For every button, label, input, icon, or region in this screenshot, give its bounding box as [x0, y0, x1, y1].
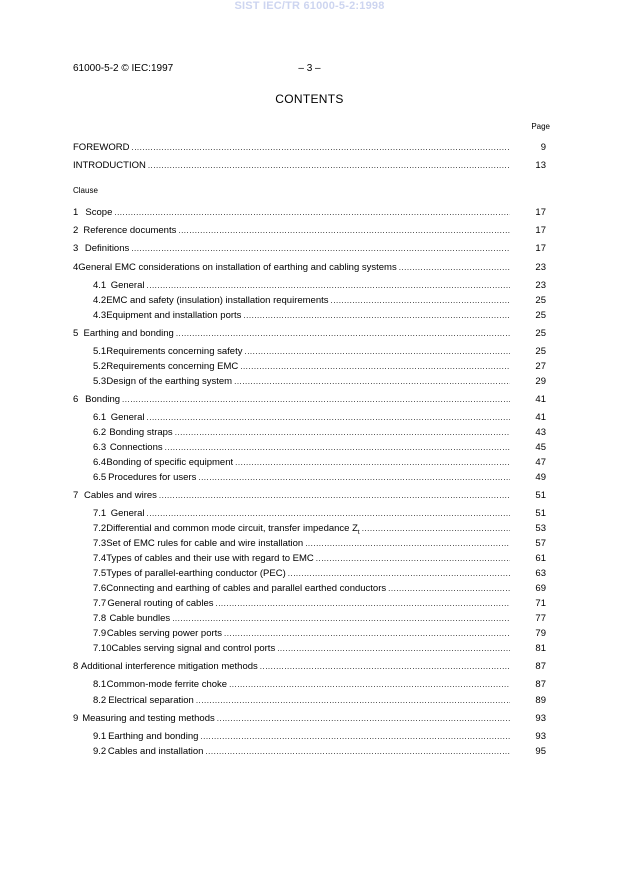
header-document-id: 61000-5-2 © IEC:1997: [73, 63, 174, 74]
toc-entry-title: Bonding of specific equipment: [106, 457, 234, 468]
clause-column-label: Clause: [73, 186, 98, 195]
toc-entry-9[interactable]: [73, 713, 546, 725]
toc-entry-number: 8: [73, 661, 79, 672]
toc-entry-page: 25: [535, 295, 546, 306]
toc-entry-7[interactable]: [73, 490, 546, 502]
toc-entry-title: Cable bundles: [109, 613, 171, 624]
toc-entry-page: 25: [535, 346, 546, 357]
dot-leader: [240, 361, 510, 373]
toc-entry-title: General EMC considerations on installation of earthing and cabling systems: [78, 262, 397, 273]
toc-entry-title: Requirements concerning EMC: [106, 361, 239, 372]
dot-leader: [305, 538, 510, 550]
dot-leader: [235, 457, 510, 469]
dot-leader: [229, 679, 510, 691]
toc-entry-page: 29: [535, 376, 546, 387]
toc-entry-page: 49: [535, 472, 546, 483]
toc-entry-4-2[interactable]: [93, 295, 546, 307]
watermark-text: SIST IEC/TR 61000-5-2:1998: [234, 0, 385, 12]
toc-entry-5-1[interactable]: [93, 346, 546, 358]
toc-entry-title: Bonding straps: [109, 427, 173, 438]
toc-entry-title: Connections: [109, 442, 163, 453]
toc-entry-number: 6: [73, 394, 79, 405]
toc-entry-number: 6.3: [93, 442, 107, 453]
toc-entry-title: Cables and installation: [107, 746, 204, 757]
toc-front-introduction[interactable]: [73, 160, 546, 172]
toc-entry-page: 25: [535, 310, 546, 321]
header-page-number: – 3 –: [298, 63, 321, 74]
toc-entry-title: General: [110, 508, 145, 519]
toc-entry-page: 93: [535, 731, 546, 742]
dot-leader: [131, 142, 510, 154]
toc-entry-number: 7.6: [93, 583, 107, 594]
toc-entry-number: 8.2: [93, 695, 107, 706]
toc-entry-page: 41: [535, 394, 546, 405]
toc-entry-page: 17: [535, 207, 546, 218]
toc-entry-title: Design of the earthing system: [106, 376, 233, 387]
dot-leader: [217, 713, 510, 725]
toc-entry-number: 6.5: [93, 472, 107, 483]
toc-entry-number: 6.2: [93, 427, 107, 438]
toc-entry-8-1[interactable]: [93, 679, 546, 691]
toc-entry-page: 13: [535, 160, 546, 171]
toc-entry-number: 5.3: [93, 376, 107, 387]
page-column-label: Page: [531, 122, 550, 131]
toc-entry-title: Requirements concerning safety: [106, 346, 243, 357]
dot-leader: [172, 613, 510, 625]
toc-entry-6-3[interactable]: [93, 442, 546, 454]
toc-entry-title: Additional interference mitigation methods: [80, 661, 258, 672]
dot-leader: [243, 310, 510, 322]
toc-entry-number: 8.1: [93, 679, 107, 690]
toc-entry-page: 43: [535, 427, 546, 438]
toc-entry-number: 5.2: [93, 361, 107, 372]
dot-leader: [260, 661, 510, 673]
toc-entry-9-1[interactable]: [93, 731, 546, 743]
toc-entry-4-3[interactable]: [93, 310, 546, 322]
dot-leader: [176, 328, 510, 340]
toc-entry-8-2[interactable]: [93, 695, 546, 707]
toc-entry-title: Earthing and bonding: [108, 731, 199, 742]
dot-leader: [165, 442, 510, 454]
toc-entry-page: 89: [535, 695, 546, 706]
toc-entry-title: INTRODUCTION: [73, 160, 146, 171]
toc-entry-page: 53: [535, 523, 546, 534]
toc-entry-number: 7.2: [93, 523, 107, 534]
toc-entry-9-2[interactable]: [93, 746, 546, 758]
toc-entry-page: 87: [535, 679, 546, 690]
toc-entry-title: Types of cables and their use with regard to EMC: [106, 553, 314, 564]
toc-entry-number: 7.7: [93, 598, 107, 609]
toc-entry-page: 41: [535, 412, 546, 423]
toc-entry-number: 4: [73, 262, 79, 273]
toc-entry-title: Earthing and bonding: [83, 328, 174, 339]
toc-entry-page: 17: [535, 225, 546, 236]
toc-entry-6-2[interactable]: [93, 427, 546, 439]
toc-entry-7-2[interactable]: [93, 523, 546, 539]
toc-entry-7-9[interactable]: [93, 628, 546, 640]
dot-leader: [331, 295, 510, 307]
toc-entry-number: 7.4: [93, 553, 107, 564]
toc-entry-number: 6.1: [93, 412, 107, 423]
toc-entry-number: 7.9: [93, 628, 107, 639]
toc-entry-title: Cables serving power ports: [106, 628, 223, 639]
toc-entry-page: 93: [535, 713, 546, 724]
toc-entry-number: 2: [73, 225, 79, 236]
dot-leader: [131, 243, 510, 255]
toc-entry-title: Procedures for users: [108, 472, 197, 483]
dot-leader: [288, 568, 510, 580]
toc-entry-page: 17: [535, 243, 546, 254]
toc-entry-title: Measuring and testing methods: [82, 713, 215, 724]
toc-entry-7-1[interactable]: [93, 508, 546, 520]
toc-entry-title: Scope: [85, 207, 113, 218]
toc-entry-7-8[interactable]: [93, 613, 546, 625]
dot-leader: [175, 427, 510, 439]
toc-entry-number: 9.2: [93, 746, 107, 757]
toc-entry-title: EMC and safety (insulation) installation requirements: [106, 295, 329, 306]
dot-leader: [399, 262, 510, 274]
toc-entry-number: 9: [73, 713, 79, 724]
toc-front-foreword[interactable]: [73, 142, 546, 154]
toc-entry-number: 7.3: [93, 538, 107, 549]
toc-entry-page: 47: [535, 457, 546, 468]
toc-entry-4[interactable]: [73, 262, 546, 274]
toc-entry-page: 25: [535, 328, 546, 339]
dot-leader: [244, 346, 510, 358]
toc-entry-page: 27: [535, 361, 546, 372]
toc-entry-6[interactable]: [73, 394, 546, 406]
dot-leader: [114, 207, 510, 219]
dot-leader: [215, 598, 510, 610]
toc-entry-7-6[interactable]: [93, 583, 546, 595]
toc-entry-number: 7.10: [93, 643, 112, 654]
toc-entry-page: 61: [535, 553, 546, 564]
toc-entry-7-5[interactable]: [93, 568, 546, 580]
toc-entry-7-10[interactable]: [93, 643, 546, 655]
toc-entry-title: General routing of cables: [107, 598, 214, 609]
toc-entry-4-1[interactable]: [93, 280, 546, 292]
toc-entry-page: 95: [535, 746, 546, 757]
toc-entry-number: 1: [73, 207, 79, 218]
dot-leader: [316, 553, 510, 565]
toc-entry-title: Common-mode ferrite choke: [106, 679, 228, 690]
dot-leader: [122, 394, 510, 406]
toc-entry-7-3[interactable]: [93, 538, 546, 550]
toc-entry-page: 87: [535, 661, 546, 672]
toc-entry-number: 7.8: [93, 613, 107, 624]
toc-entry-page: 81: [535, 643, 546, 654]
toc-entry-6-5[interactable]: [93, 472, 546, 484]
toc-entry-5-3[interactable]: [93, 376, 546, 388]
toc-entry-title: Bonding: [85, 394, 121, 405]
dot-leader: [362, 523, 510, 535]
dot-leader: [159, 490, 510, 502]
toc-entry-page: 23: [535, 262, 546, 273]
toc-entry-title: General: [110, 280, 145, 291]
toc-entry-page: 69: [535, 583, 546, 594]
toc-entry-2[interactable]: [73, 225, 546, 237]
toc-entry-title: Types of parallel-earthing conductor (PEC): [106, 568, 286, 579]
dot-leader: [147, 508, 511, 520]
toc-entry-8[interactable]: [73, 661, 546, 673]
toc-entry-page: 79: [535, 628, 546, 639]
page-title: CONTENTS: [275, 92, 344, 106]
toc-entry-title: Reference documents: [83, 225, 177, 236]
dot-leader: [198, 472, 510, 484]
toc-entry-page: 71: [535, 598, 546, 609]
toc-entry-5-2[interactable]: [93, 361, 546, 373]
toc-entry-title: Definitions: [84, 243, 130, 254]
toc-entry-1[interactable]: [73, 207, 546, 219]
toc-entry-title: Cables serving signal and control ports: [111, 643, 276, 654]
toc-entry-3[interactable]: [73, 243, 546, 255]
toc-entry-title: FOREWORD: [73, 142, 130, 153]
dot-leader: [224, 628, 510, 640]
toc-entry-title: General: [110, 412, 145, 423]
toc-entry-title: Connecting and earthing of cables and parallel earthed conductors: [106, 583, 387, 594]
toc-entry-page: 51: [535, 490, 546, 501]
dot-leader: [200, 731, 510, 743]
toc-entry-5[interactable]: [73, 328, 546, 340]
toc-entry-number: 5: [73, 328, 79, 339]
toc-entry-page: 63: [535, 568, 546, 579]
dot-leader: [196, 695, 510, 707]
toc-entry-page: 9: [540, 142, 546, 153]
toc-entry-number: 7.1: [93, 508, 107, 519]
toc-entry-7-4[interactable]: [93, 553, 546, 565]
dot-leader: [178, 225, 510, 237]
toc-entry-number: 5.1: [93, 346, 107, 357]
toc-entry-number: 9.1: [93, 731, 107, 742]
toc-entry-6-4[interactable]: [93, 457, 546, 469]
dot-leader: [147, 280, 511, 292]
dot-leader: [147, 412, 511, 424]
dot-leader: [388, 583, 510, 595]
toc-entry-number: 7.5: [93, 568, 107, 579]
dot-leader: [234, 376, 510, 388]
toc-entry-number: 7: [73, 490, 79, 501]
toc-entry-page: 45: [535, 442, 546, 453]
toc-entry-page: 51: [535, 508, 546, 519]
toc-entry-title: Electrical separation: [108, 695, 194, 706]
toc-entry-title: Cables and wires: [84, 490, 157, 501]
dot-leader: [277, 643, 510, 655]
toc-entry-title: Differential and common mode circuit, transfer impedance $Z_t$: [106, 523, 360, 536]
toc-entry-number: 4.1: [93, 280, 107, 291]
toc-entry-page: 77: [535, 613, 546, 624]
toc-entry-number: 3: [73, 243, 79, 254]
toc-entry-page: 57: [535, 538, 546, 549]
toc-entry-number: 4.2: [93, 295, 107, 306]
toc-entry-title: Equipment and installation ports: [106, 310, 242, 321]
dot-leader: [148, 160, 510, 172]
dot-leader: [205, 746, 510, 758]
toc-entry-title: Set of EMC rules for cable and wire installation: [106, 538, 304, 549]
toc-entry-6-1[interactable]: [93, 412, 546, 424]
toc-entry-number: 6.4: [93, 457, 107, 468]
toc-entry-number: 4.3: [93, 310, 107, 321]
toc-entry-7-7[interactable]: [93, 598, 546, 610]
toc-entry-page: 23: [535, 280, 546, 291]
